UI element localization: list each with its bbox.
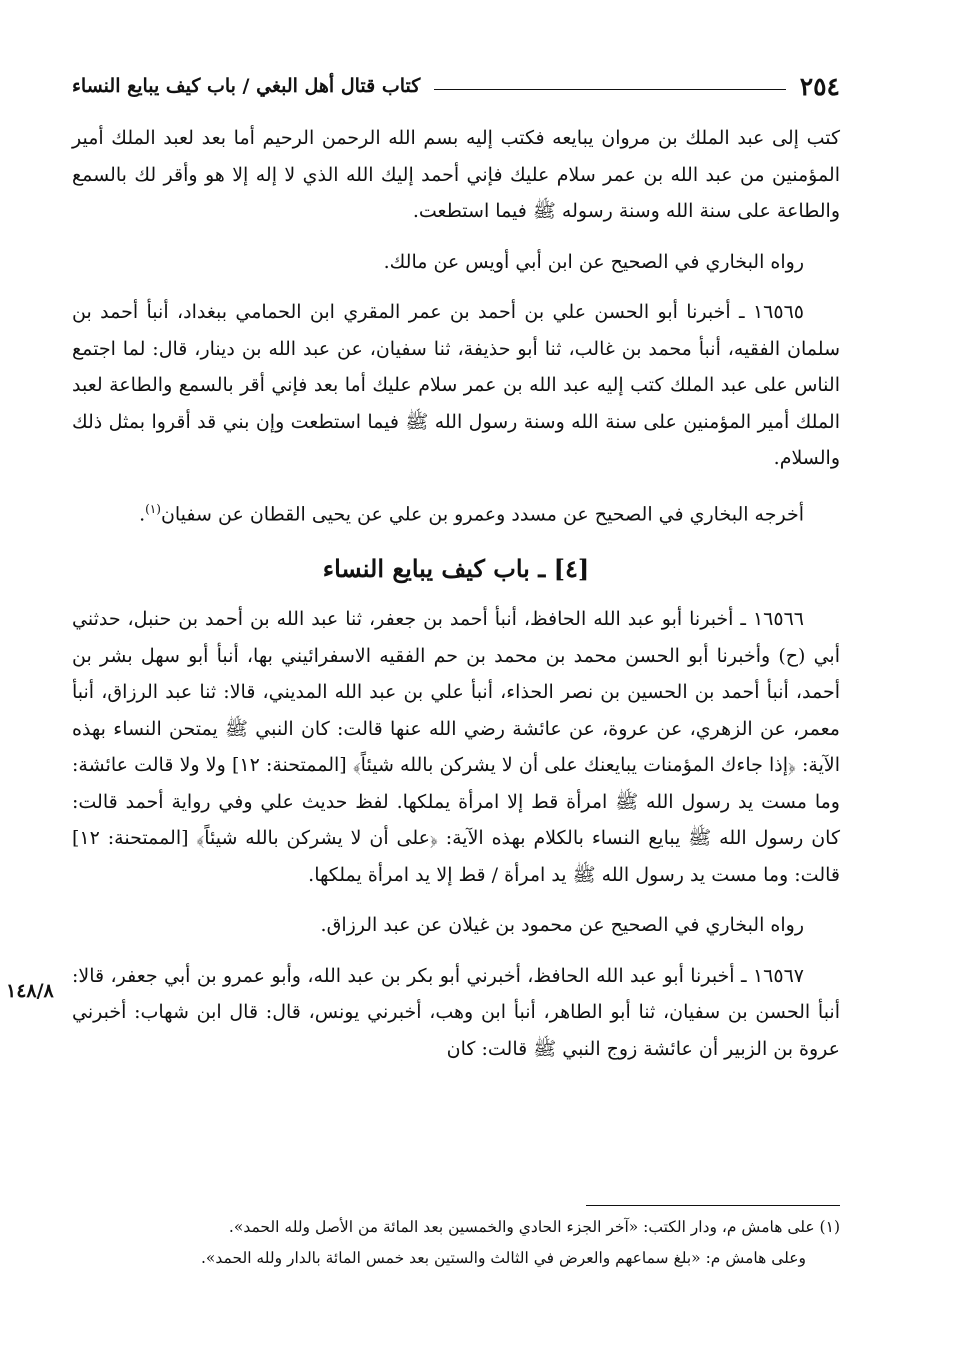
footnote-marker: (١) bbox=[145, 501, 161, 516]
paragraph-attribution: رواه البخاري في الصحيح عن ابن أبي أويس عن مالك. bbox=[383, 250, 804, 273]
paragraph-takhrij bbox=[72, 491, 840, 533]
hadith-number: ١٦٥٦٥ bbox=[752, 301, 804, 323]
paragraph-continuation: كتب إلى عبد الملك بن مروان يبايعه فكتب إليه بسم الله الرحمن الرحيم أما بعد لعبد الملك أمير المؤمنين من عبد الله بن عمر سلام عليك فإني أحمد إليك الله الذي لا إله إلا هو وأقر لك بالسمع والطاعة على سنة الله وسنة رسوله ﷺ فيما استطعت. bbox=[72, 127, 840, 222]
page-body bbox=[72, 66, 840, 1067]
footnote-1: (١) على هامش م، ودار الكتب: «آخر الجزء الحادي والخمسين بعد المائة من الأصل ولله الحمد». bbox=[228, 1218, 840, 1236]
header-rule bbox=[434, 89, 785, 90]
hadith-number: ١٦٥٦٦ bbox=[752, 608, 804, 631]
hadith-text: ـ أخبرنا أبو عبد الله الحافظ، أخبرني أبو بكر بن عبد الله، وأبو عمرو بن أبي جعفر، قالا: أنبأ الحسن بن سفيان، ثنا أبو الطاهر، أنبأ ابن وهب، أخبرني يونس، قال: قال ابن شهاب: أخبرني عروة بن الزبير أن عائشة زوج النبي ﷺ قالت: كان bbox=[72, 964, 840, 1060]
hadith-16567 bbox=[72, 958, 840, 1068]
hadith-16566 bbox=[72, 601, 840, 893]
hadith-text: ـ أخبرنا أبو الحسن علي بن أحمد بن عمر المقري ابن الحمامي ببغداد، أنبأ أحمد بن سلمان الفقيه، أنبأ محمد بن غالب، ثنا أبو حذيفة، ثنا سفيان، عن عبد الله بن دينار، قال: لما اجتمع الناس على عبد الملك كتب إليه عبد الله بن عمر سلام عليك أما بعد فإني أقر بالسمع والطاعة لعبد الملك أمير المؤمنين على سنة الله وسنة رسول الله ﷺ فيما استطعت وإن بني قد أقروا بمثل ذلك والسلام. bbox=[72, 301, 840, 469]
hadith-16565 bbox=[72, 294, 840, 477]
footnotes bbox=[100, 1212, 840, 1274]
hadith-number: ١٦٥٦٧ bbox=[752, 964, 804, 987]
takhrij-end: . bbox=[139, 502, 146, 525]
hadith-text: ـ أخبرنا أبو عبد الله الحافظ، أنبأ أحمد بن جعفر، ثنا عبد الله بن أحمد بن حنبل، حدثني أبي (ح) وأخبرنا أبو الحسن محمد بن محمد بن حم الفقيه الاسفرائيني بها، أنبأ أبو سهل بشر بن أحمد، أنبأ أحمد بن الحسين بن نصر الحذاء، أنبأ علي بن عبد الله المديني، قالا: ثنا عبد الرزاق، أنبأ معمر، عن الزهري، عن عروة، عن عائشة رضي الله عنها قالت: كان النبي ﷺ يمتحن النساء بهذه الآية: ﴿إذا جاءك المؤمنات يبايعنك على أن لا يشركن بالله شيئاً﴾ [الممتحنة: ١٢] ولا ولا قالت عائشة: وما مست يد رسول الله ﷺ امرأة قط إلا امرأة يملكها. لفظ حديث علي وفي رواية أحمد قالت: كان رسول الله ﷺ يبايع النساء بالكلام بهذه الآية: ﴿على أن لا يشركن بالله شيئاً﴾ [الممتحنة: ١٢] قالت: وما مست يد رسول الله ﷺ يد امرأة / قط إلا يد امرأة يملكها. bbox=[72, 608, 840, 886]
footnote-1-continued: وعلى هامش م: «بلغ سماعهم والعرض في الثالث والستين بعد خمس المائة بالدار ولله الحمد». bbox=[200, 1249, 806, 1267]
chapter-heading: [٤] ـ باب كيف يبايع النساء bbox=[322, 554, 590, 584]
takhrij-text: أخرجه البخاري في الصحيح عن مسدد وعمرو بن علي عن يحيى القطان عن سفيان bbox=[160, 502, 804, 525]
paragraph-attribution: رواه البخاري في الصحيح عن محمود بن غيلان عن عبد الرزاق. bbox=[320, 914, 804, 937]
running-title: كتاب قتال أهل البغي / باب كيف يبايع النساء bbox=[72, 75, 421, 97]
margin-reference: ١٤٨/٨ bbox=[6, 980, 54, 1002]
running-header bbox=[72, 66, 840, 106]
page-number: ٢٥٤ bbox=[799, 71, 840, 101]
footnote-separator bbox=[586, 1205, 840, 1206]
